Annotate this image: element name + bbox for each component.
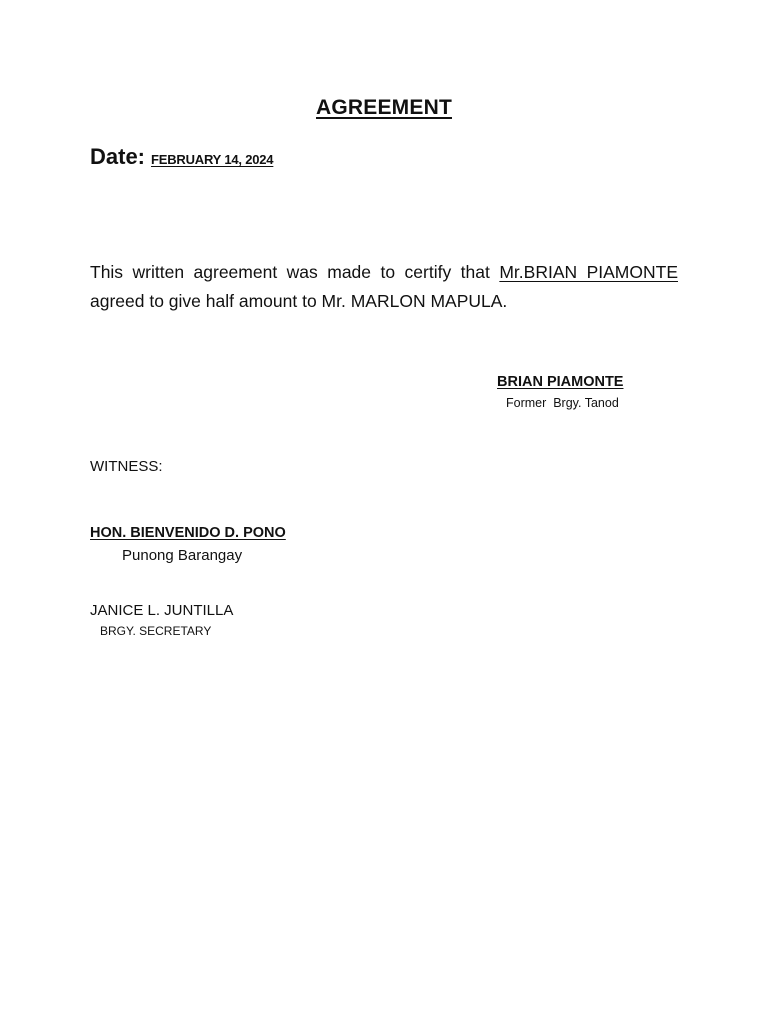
- body-text-part1: This written agreement was made to certify that: [90, 262, 500, 282]
- witness-1-title: Punong Barangay: [122, 547, 243, 564]
- body-text-part2: agreed to give half amount to Mr. MARLON MAPULA.: [90, 291, 508, 311]
- signatory-name: BRIAN PIAMONTE: [497, 374, 624, 390]
- witness-2-name: JANICE L. JUNTILLA: [90, 602, 234, 619]
- agreement-body: [90, 258, 678, 316]
- date-line: [90, 144, 273, 170]
- signatory-title: Former Brgy. Tanod: [506, 396, 619, 410]
- body-underlined-name: Mr.BRIAN PIAMONTE: [499, 262, 678, 282]
- witness-label: WITNESS:: [90, 458, 163, 475]
- date-value: FEBRUARY 14, 2024: [151, 152, 274, 167]
- date-label: Date:: [90, 144, 146, 169]
- witness-2-title: BRGY. SECRETARY: [100, 624, 212, 638]
- document-title: AGREEMENT: [316, 96, 452, 119]
- witness-1-name: HON. BIENVENIDO D. PONO: [90, 525, 286, 541]
